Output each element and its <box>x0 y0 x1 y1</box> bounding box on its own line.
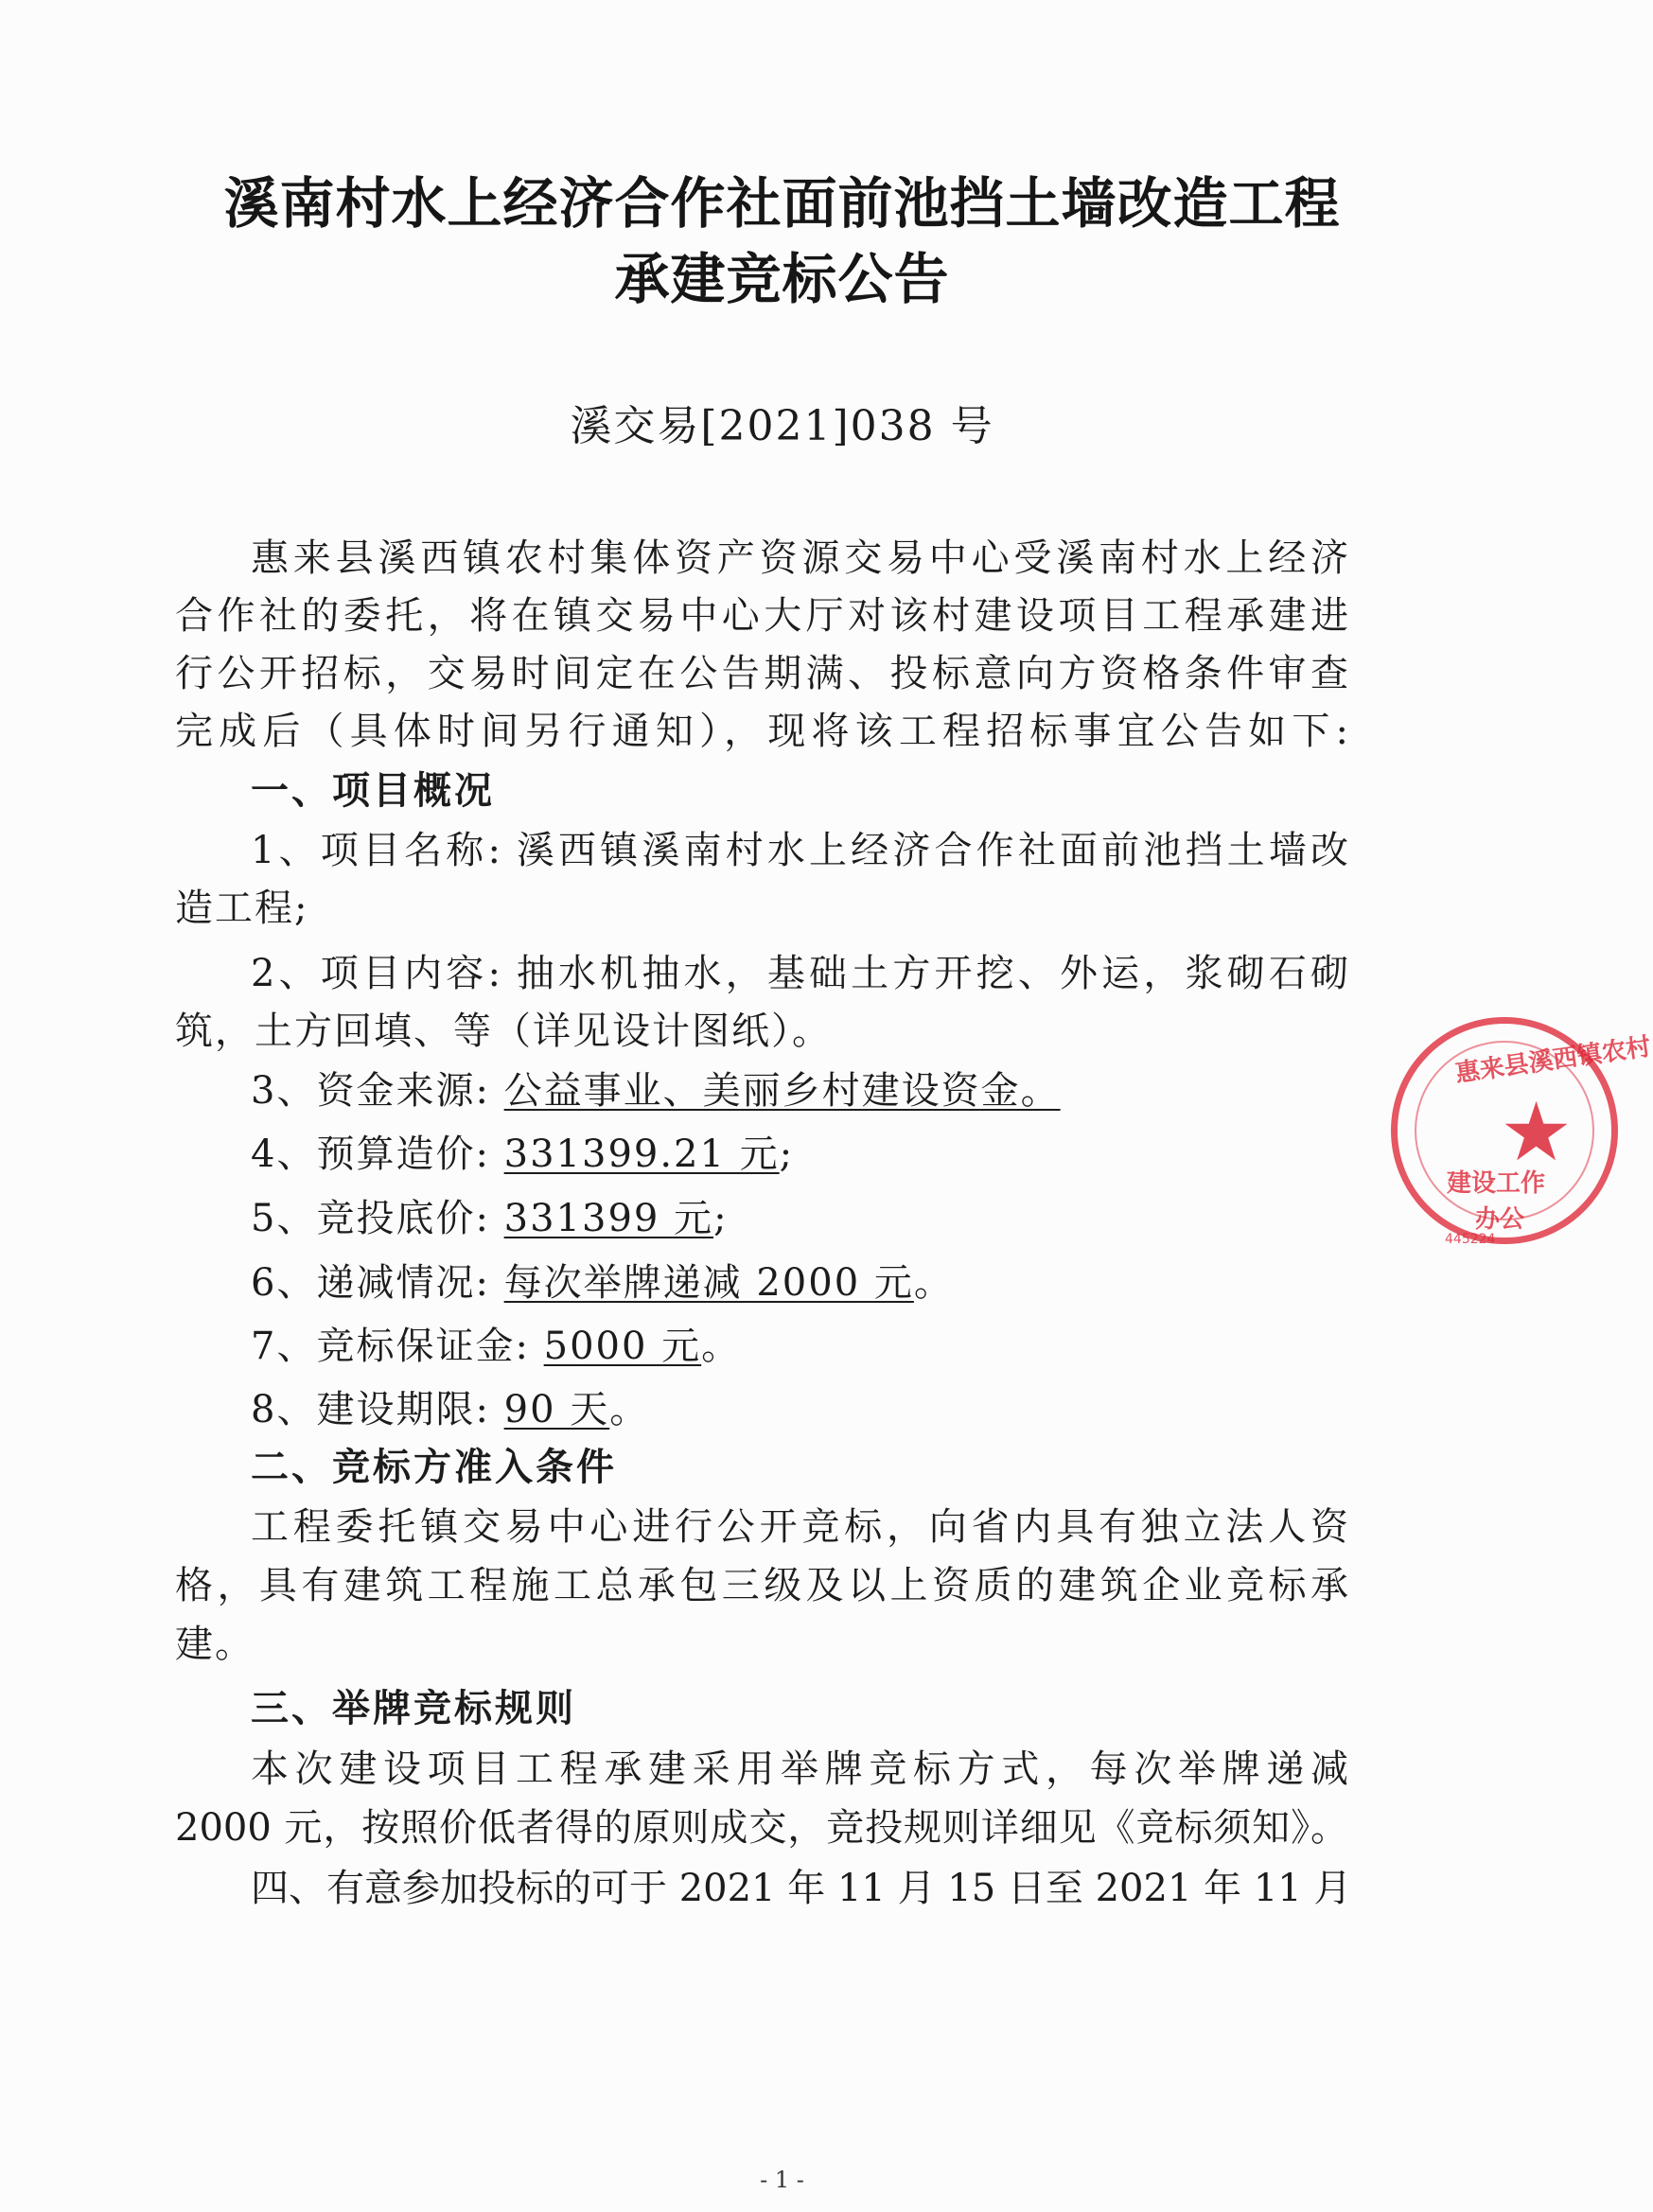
item-6-decrement <box>251 1260 954 1306</box>
section-4-line: 四、有意参加投标的可于 2021 年 11 月 15 日至 2021 年 11 月 <box>251 1867 1352 1910</box>
section-2-line: 工程委托镇交易中心进行公开竞标，向省内具有独立法人资 <box>251 1505 1348 1549</box>
item-3-label: 3、资金来源: <box>251 1069 504 1113</box>
item-5-value: 331399 元 <box>503 1197 714 1240</box>
item-4-label: 4、预算造价: <box>251 1132 504 1176</box>
item-3-funding-source <box>251 1068 1061 1114</box>
seal-bottom-text: 办公 <box>1475 1205 1525 1234</box>
section-1-heading: 一、项目概况 <box>251 769 495 813</box>
intro-line: 完成后（具体时间另行通知），现将该工程招标事宜公告如下: <box>175 710 1348 753</box>
section-3-line: 2000 元，按照价低者得的原则成交，竞投规则详细见《竞标须知》。 <box>175 1806 1348 1850</box>
item-7-label: 7、竞标保证金: <box>251 1325 544 1368</box>
seal-code: 445224 <box>1445 1232 1496 1247</box>
item-8-suffix: 。 <box>609 1388 650 1431</box>
intro-line: 行公开招标，交易时间定在公告期满、投标意向方资格条件审查 <box>175 652 1348 695</box>
seal-inner-text: 建设工作 <box>1447 1169 1546 1198</box>
item-5-suffix: ; <box>713 1197 729 1240</box>
item-6-value: 每次举牌递减 2000 元 <box>503 1261 914 1305</box>
section-2-line: 格，具有建筑工程施工总承包三级及以上资质的建筑企业竞标承 <box>175 1564 1348 1607</box>
item-4-value: 331399.21 元 <box>503 1132 780 1176</box>
item-8-duration <box>251 1387 649 1432</box>
title-line-2: 承建竞标公告 <box>614 247 950 311</box>
item-8-value: 90 天 <box>503 1388 610 1431</box>
intro-line: 合作社的委托，将在镇交易中心大厅对该村建设项目工程承建进 <box>175 594 1348 638</box>
section-3-heading: 三、举牌竞标规则 <box>251 1687 576 1730</box>
item-7-deposit <box>251 1324 741 1369</box>
official-seal <box>1391 1017 1653 1247</box>
item-8-label: 8、建设期限: <box>251 1388 504 1431</box>
section-3-line: 本次建设项目工程承建采用举牌竞标方式，每次举牌递减 <box>251 1747 1348 1791</box>
seal-star-icon: ★ <box>1500 1085 1574 1180</box>
item-5-label: 5、竞投底价: <box>251 1197 504 1240</box>
item-4-budget <box>251 1132 794 1177</box>
page-number: - 1 - <box>760 2167 804 2193</box>
item-1-line-2: 造工程; <box>175 887 309 930</box>
item-6-suffix: 。 <box>913 1261 954 1305</box>
item-1-line-1: 1、项目名称: 溪西镇溪南村水上经济合作社面前池挡土墙改 <box>251 829 1348 872</box>
title-line-1: 溪南村水上经济合作社面前池挡土墙改造工程 <box>223 171 1341 236</box>
item-2-line-2: 筑，土方回填、等（详见设计图纸）。 <box>175 1009 832 1053</box>
item-3-value: 公益事业、美丽乡村建设资金。 <box>503 1069 1061 1113</box>
item-7-suffix: 。 <box>701 1325 742 1368</box>
item-5-floor-price <box>251 1196 729 1241</box>
section-2-heading: 二、竞标方准入条件 <box>251 1446 617 1489</box>
item-4-suffix: ; <box>779 1132 795 1176</box>
document-number: 溪交易[2021]038 号 <box>570 402 994 450</box>
seal-arc-text: 惠来县溪西镇农村 <box>1453 1032 1653 1089</box>
section-2-line: 建。 <box>175 1623 255 1666</box>
item-2-line-1: 2、项目内容: 抽水机抽水，基础土方开挖、外运，浆砌石砌 <box>251 952 1348 995</box>
item-6-label: 6、递减情况: <box>251 1261 504 1305</box>
item-7-value: 5000 元 <box>543 1325 702 1368</box>
intro-line: 惠来县溪西镇农村集体资产资源交易中心受溪南村水上经济 <box>251 536 1348 580</box>
